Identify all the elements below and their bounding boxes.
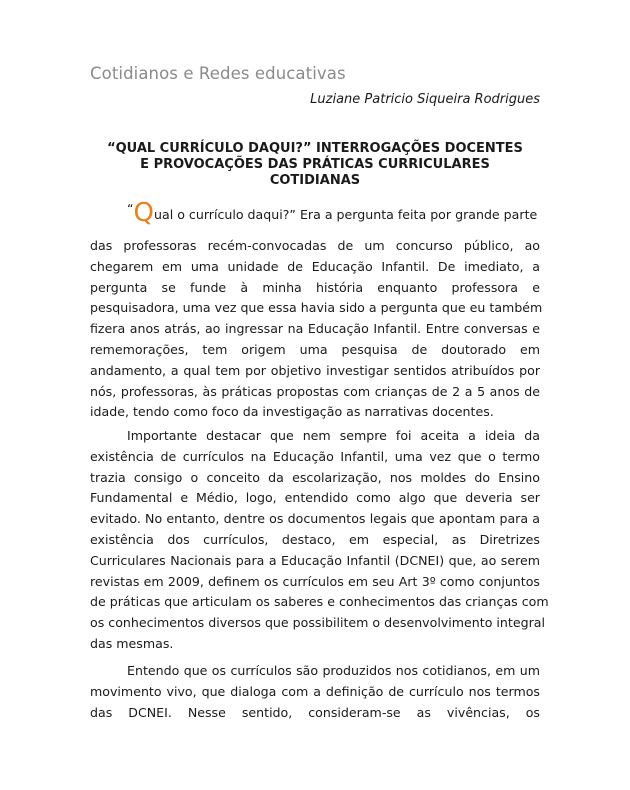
title-line: E PROVOCAÇÕES DAS PRÁTICAS CURRICULARES bbox=[140, 157, 490, 172]
text-line: idade, tendo como foco da investigação as narrativas docentes. bbox=[90, 404, 494, 420]
text-line: fizera anos atrás, ao ingressar na Educação Infantil. Entre conversas e bbox=[90, 321, 540, 337]
text-line: andamento, a qual tem por objetivo investigar sentidos atribuídos por bbox=[90, 362, 540, 378]
text-line: trazia consigo o conceito da escolarização, nos moldes do Ensino bbox=[90, 469, 540, 485]
text-line: existência de currículos na Educação Infantil, uma vez que o termo bbox=[90, 448, 540, 464]
text-line: existência dos currículos, destaco, em especial, as Diretrizes bbox=[90, 531, 540, 547]
text-line: chegarem em uma unidade de Educação Infantil. De imediato, a bbox=[90, 258, 540, 274]
title-line: COTIDIANAS bbox=[269, 173, 361, 188]
paragraph-2 bbox=[90, 426, 549, 655]
text-line: rememorações, tem origem uma pesquisa de doutorado em bbox=[90, 341, 540, 357]
text-line: Entendo que os currículos são produzidos nos cotidianos, em um bbox=[127, 663, 540, 678]
author-name: Luziane Patricio Siqueira Rodrigues bbox=[310, 92, 540, 107]
text-line: revistas em 2009, definem os currículos em seu Art 3º como conjuntos bbox=[90, 573, 540, 589]
text-line: Curriculares Nacionais para a Educação Infantil (DCNEI) que, ao serem bbox=[90, 552, 540, 568]
drop-cap-letter: Q bbox=[133, 198, 154, 228]
title-line: “QUAL CURRÍCULO DAQUI?” INTERROGAÇÕES DOCENTES bbox=[107, 141, 523, 156]
text-line: evitado. No entanto, dentre os documentos legais que apontam para a bbox=[90, 511, 540, 527]
opening-line bbox=[127, 200, 537, 226]
paragraph-3 bbox=[90, 661, 540, 723]
opening-line-text: ual o currículo daqui?” Era a pergunta feita por grande parte bbox=[154, 207, 538, 222]
text-line: pergunta se funde à minha história enquanto professora e bbox=[90, 279, 540, 295]
opening-quote-mark: “ bbox=[127, 201, 134, 216]
text-line: das mesmas. bbox=[90, 635, 174, 651]
text-line: movimento vivo, que dialoga com a definição de currículo nos termos bbox=[90, 683, 540, 699]
text-line: das DCNEI. Nesse sentido, consideram-se as vivências, os bbox=[90, 704, 540, 720]
text-line: das professoras recém-convocadas de um concurso público, ao bbox=[90, 238, 540, 253]
text-line: nós, professoras, às práticas propostas com crianças de 2 a 5 anos de bbox=[90, 383, 540, 399]
text-line: os conhecimentos diversos que possibilitem o desenvolvimento integral bbox=[90, 615, 545, 631]
running-header: Cotidianos e Redes educativas bbox=[90, 64, 346, 83]
text-line: pesquisadora, uma vez que essa havia sido a pergunta que eu também bbox=[90, 300, 543, 316]
text-line: Fundamental e Médio, logo, entendido como algo que deveria ser bbox=[90, 490, 540, 506]
article-title bbox=[90, 141, 540, 189]
text-line: de práticas que articulam os saberes e conhecimentos das crianças com bbox=[90, 594, 549, 610]
paragraph-1 bbox=[90, 236, 543, 423]
text-line: Importante destacar que nem sempre foi aceita a ideia da bbox=[127, 428, 540, 443]
